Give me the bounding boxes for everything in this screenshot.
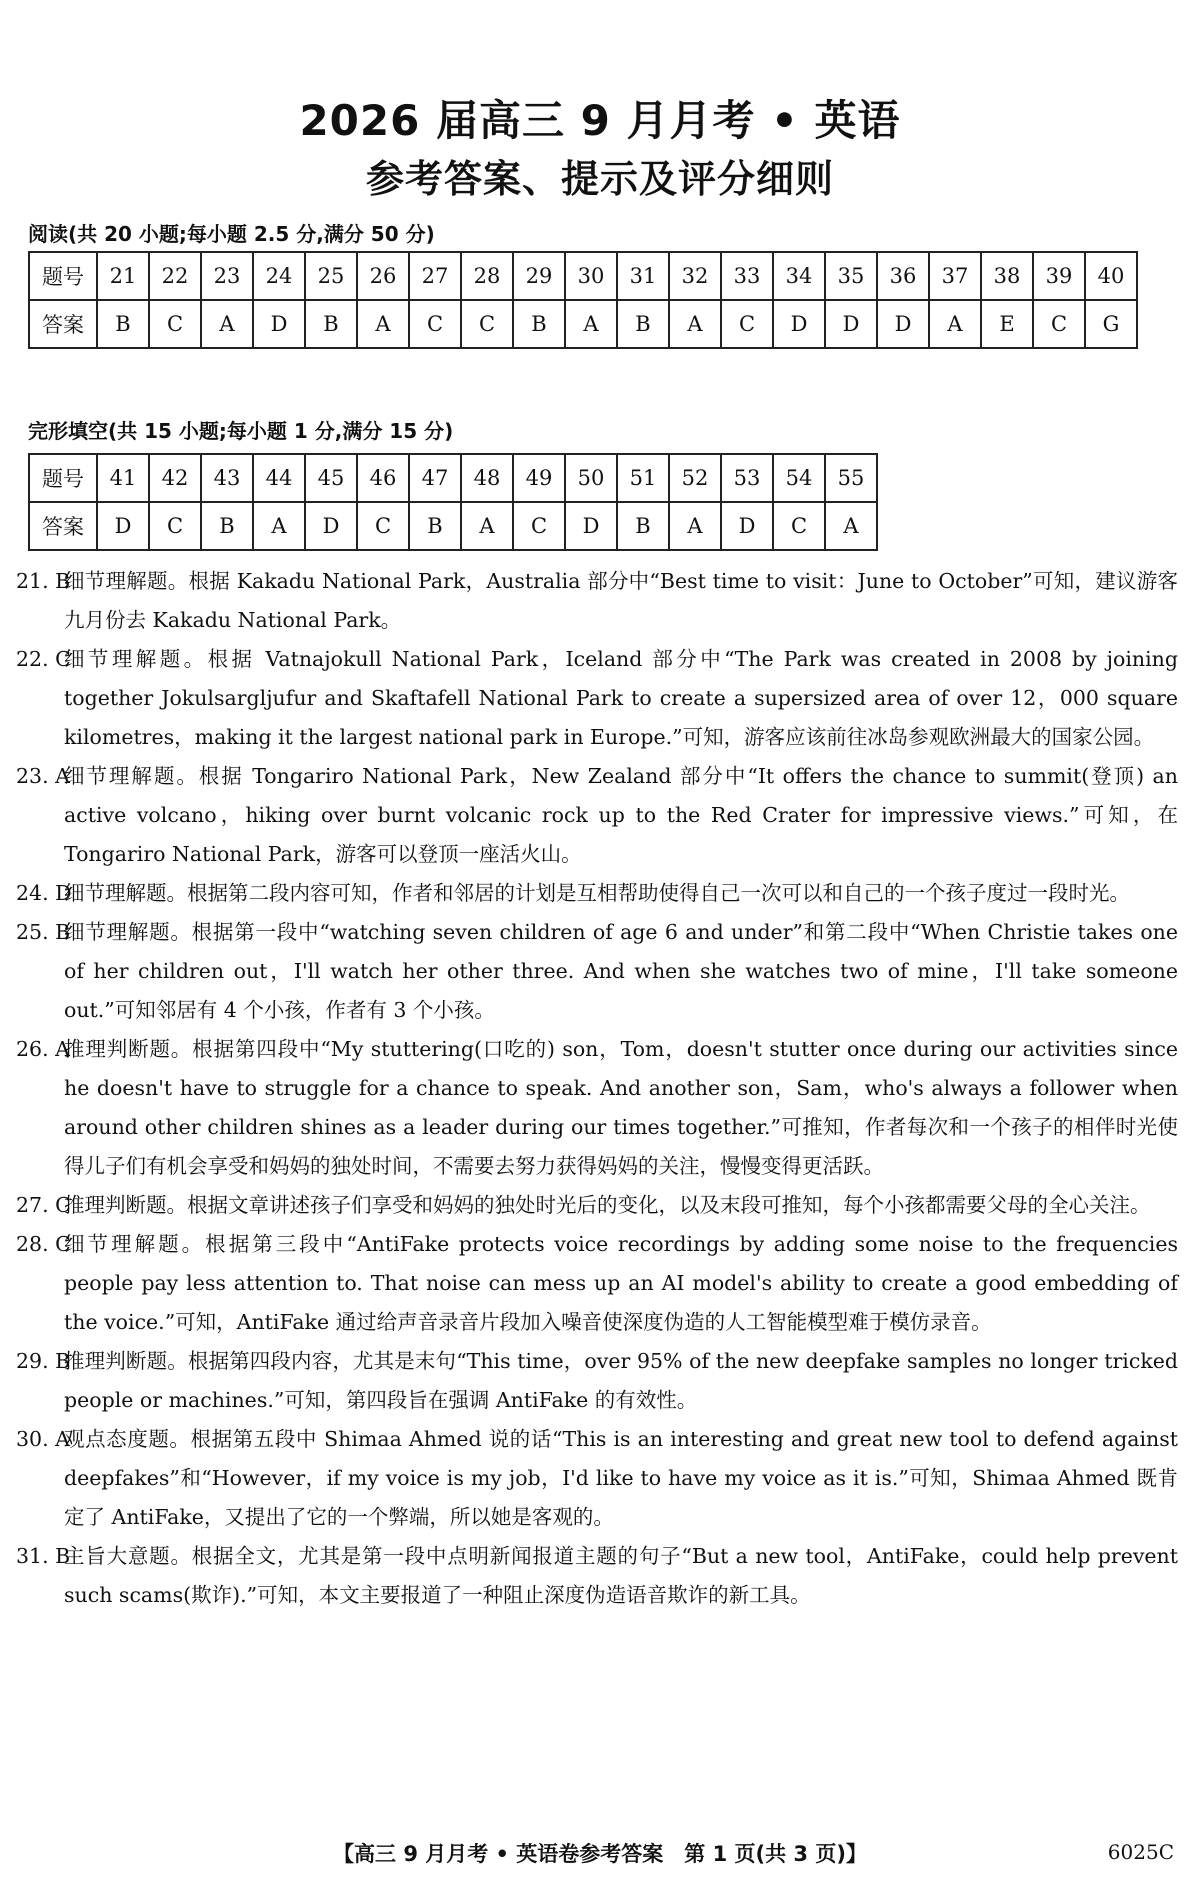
page-subtitle: 参考答案、提示及评分细则 xyxy=(365,157,834,201)
answer-cell: D xyxy=(565,502,617,550)
item-number: 21. B xyxy=(16,569,71,593)
item-number: 22. C xyxy=(16,647,71,671)
item-text: 推理判断题。根据第四段内容，尤其是末句“This time，over 95% of the new deepfake samples no longer tricked people or machines.”可知，第四段旨在强调 AntiFake 的有效性。 xyxy=(64,1349,1178,1412)
question-number: 55 xyxy=(825,454,877,502)
answer-cell: B xyxy=(305,300,357,348)
explanation-item xyxy=(16,1186,1178,1225)
row-label: 题号 xyxy=(29,454,97,502)
item-text: 细节理解题。根据第二段内容可知，作者和邻居的计划是互相帮助使得自己一次可以和自己的一个孩子度过一段时光。 xyxy=(64,881,1130,905)
answer-cell: D xyxy=(253,300,305,348)
reading-heading: 阅读(共 20 小题;每小题 2.5 分,满分 50 分) xyxy=(28,222,435,246)
question-number: 25 xyxy=(305,252,357,300)
item-text: 观点态度题。根据第五段中 Shimaa Ahmed 说的话“This is an interesting and great new tool to defend against deepfakes”和“However，if my voice is my job，I'd like to have my voice as it is.”可知，Shimaa Ahmed 既肯定了 AntiFake，又提出了它的一个弊端，所以她是客观的。 xyxy=(64,1427,1178,1529)
paper-code: 6025C xyxy=(1107,1840,1174,1864)
question-number: 30 xyxy=(565,252,617,300)
question-number: 39 xyxy=(1033,252,1085,300)
answer-cell: C xyxy=(721,300,773,348)
reading-number-row xyxy=(29,252,1137,300)
question-number: 33 xyxy=(721,252,773,300)
question-number: 46 xyxy=(357,454,409,502)
item-text: 推理判断题。根据第四段中“My stuttering(口吃的) son，Tom，doesn't stutter once during our activities since he doesn't have to struggle for a chance to speak. And another son，Sam，who's always a follower when around other children shines as a leader during our times together.”可推知，作者每次和一个孩子的相伴时光使得儿子们有机会享受和妈妈的独处时间，不需要去努力获得妈妈的关注，慢慢变得更活跃。 xyxy=(64,1037,1178,1178)
explanation-item xyxy=(16,640,1178,757)
cloze-number-row xyxy=(29,454,877,502)
answer-cell: B xyxy=(409,502,461,550)
question-number: 29 xyxy=(513,252,565,300)
answer-cell: D xyxy=(773,300,825,348)
answer-cell: A xyxy=(929,300,981,348)
reading-answer-table xyxy=(28,251,1138,349)
answer-cell: D xyxy=(97,502,149,550)
explanation-item xyxy=(16,1225,1178,1342)
answer-cell: D xyxy=(721,502,773,550)
question-number: 53 xyxy=(721,454,773,502)
explanation-list xyxy=(16,562,1178,1615)
explanation-item xyxy=(16,1420,1178,1537)
item-number: 29. B xyxy=(16,1349,71,1373)
question-number: 47 xyxy=(409,454,461,502)
answer-cell: B xyxy=(201,502,253,550)
answer-cell: E xyxy=(981,300,1033,348)
question-number: 35 xyxy=(825,252,877,300)
page-title: 2026 届高三 9 月月考 • 英语 xyxy=(299,96,901,145)
question-number: 38 xyxy=(981,252,1033,300)
answer-cell: C xyxy=(149,300,201,348)
question-number: 24 xyxy=(253,252,305,300)
explanation-item xyxy=(16,757,1178,874)
question-number: 28 xyxy=(461,252,513,300)
explanation-item xyxy=(16,562,1178,640)
answer-cell: A xyxy=(669,300,721,348)
answer-cell: C xyxy=(513,502,565,550)
answer-cell: D xyxy=(825,300,877,348)
item-text: 细节理解题。根据 Tongariro National Park，New Zealand 部分中“It offers the chance to summit(登顶) an active volcano，hiking over burnt volcanic rock up to the Red Crater for impressive views.”可知，在 Tongariro National Park，游客可以登顶一座活火山。 xyxy=(64,764,1178,866)
explanation-item xyxy=(16,1342,1178,1420)
answer-cell: B xyxy=(97,300,149,348)
answer-cell: D xyxy=(305,502,357,550)
cloze-heading: 完形填空(共 15 小题;每小题 1 分,满分 15 分) xyxy=(28,419,454,443)
explanation-item xyxy=(16,1537,1178,1615)
item-number: 25. B xyxy=(16,920,71,944)
row-label: 题号 xyxy=(29,252,97,300)
item-number: 27. C xyxy=(16,1193,71,1217)
answer-cell: A xyxy=(357,300,409,348)
question-number: 34 xyxy=(773,252,825,300)
question-number: 31 xyxy=(617,252,669,300)
answer-cell: B xyxy=(513,300,565,348)
answer-cell: B xyxy=(617,300,669,348)
question-number: 41 xyxy=(97,454,149,502)
item-text: 细节理解题。根据 Kakadu National Park，Australia 部分中“Best time to visit：June to October”可知，建议游客九月份去 Kakadu National Park。 xyxy=(64,569,1178,632)
answer-cell: C xyxy=(461,300,513,348)
reading-answer-row xyxy=(29,300,1137,348)
cloze-answer-row xyxy=(29,502,877,550)
question-number: 36 xyxy=(877,252,929,300)
item-text: 细节理解题。根据 Vatnajokull National Park，Iceland 部分中“The Park was created in 2008 by joining together Jokulsargljufur and Skaftafell National Park to create a supersized area of over 12，000 square kilometres，making it the largest national park in Europe.”可知，游客应该前往冰岛参观欧洲最大的国家公园。 xyxy=(64,647,1178,749)
question-number: 22 xyxy=(149,252,201,300)
explanation-item xyxy=(16,874,1178,913)
answer-cell: A xyxy=(669,502,721,550)
question-number: 21 xyxy=(97,252,149,300)
page-footer: 【高三 9 月月考 • 英语卷参考答案 第 1 页(共 3 页)】 xyxy=(333,1842,867,1866)
question-number: 51 xyxy=(617,454,669,502)
answer-cell: C xyxy=(357,502,409,550)
question-number: 26 xyxy=(357,252,409,300)
row-label: 答案 xyxy=(29,300,97,348)
explanation-item xyxy=(16,1030,1178,1186)
question-number: 40 xyxy=(1085,252,1137,300)
item-number: 31. B xyxy=(16,1544,71,1568)
question-number: 32 xyxy=(669,252,721,300)
question-number: 44 xyxy=(253,454,305,502)
answer-cell: C xyxy=(409,300,461,348)
explanation-item xyxy=(16,913,1178,1030)
question-number: 54 xyxy=(773,454,825,502)
answer-cell: C xyxy=(149,502,201,550)
question-number: 43 xyxy=(201,454,253,502)
item-number: 28. C xyxy=(16,1232,71,1256)
item-text: 细节理解题。根据第三段中“AntiFake protects voice recordings by adding some noise to the frequencies people pay less attention to. That noise can mess up an AI model's ability to create a good embedding of the voice.”可知，AntiFake 通过给声音录音片段加入噪音使深度伪造的人工智能模型难于模仿录音。 xyxy=(64,1232,1178,1334)
item-text: 推理判断题。根据文章讲述孩子们享受和妈妈的独处时光后的变化，以及末段可推知，每个小孩都需要父母的全心关注。 xyxy=(64,1193,1151,1217)
question-number: 23 xyxy=(201,252,253,300)
item-number: 24. D xyxy=(16,881,72,905)
item-number: 26. A xyxy=(16,1037,70,1061)
answer-cell: C xyxy=(1033,300,1085,348)
question-number: 48 xyxy=(461,454,513,502)
item-text: 细节理解题。根据第一段中“watching seven children of age 6 and under”和第二段中“When Christie takes one of her children out，I'll watch her other three. And when she watches two of mine，I'll take someone out.”可知邻居有 4 个小孩，作者有 3 个小孩。 xyxy=(64,920,1178,1022)
answer-cell: A xyxy=(825,502,877,550)
answer-cell: G xyxy=(1085,300,1137,348)
answer-cell: B xyxy=(617,502,669,550)
answer-cell: C xyxy=(773,502,825,550)
answer-cell: A xyxy=(201,300,253,348)
question-number: 52 xyxy=(669,454,721,502)
question-number: 37 xyxy=(929,252,981,300)
item-number: 30. A xyxy=(16,1427,70,1451)
question-number: 27 xyxy=(409,252,461,300)
item-number: 23. A xyxy=(16,764,70,788)
question-number: 49 xyxy=(513,454,565,502)
answer-cell: A xyxy=(253,502,305,550)
item-text: 主旨大意题。根据全文，尤其是第一段中点明新闻报道主题的句子“But a new tool，AntiFake，could help prevent such scams(欺诈).”可知，本文主要报道了一种阻止深度伪造语音欺诈的新工具。 xyxy=(64,1544,1178,1607)
row-label: 答案 xyxy=(29,502,97,550)
answer-cell: A xyxy=(461,502,513,550)
question-number: 50 xyxy=(565,454,617,502)
answer-cell: D xyxy=(877,300,929,348)
question-number: 45 xyxy=(305,454,357,502)
cloze-answer-table xyxy=(28,453,878,551)
question-number: 42 xyxy=(149,454,201,502)
answer-cell: A xyxy=(565,300,617,348)
